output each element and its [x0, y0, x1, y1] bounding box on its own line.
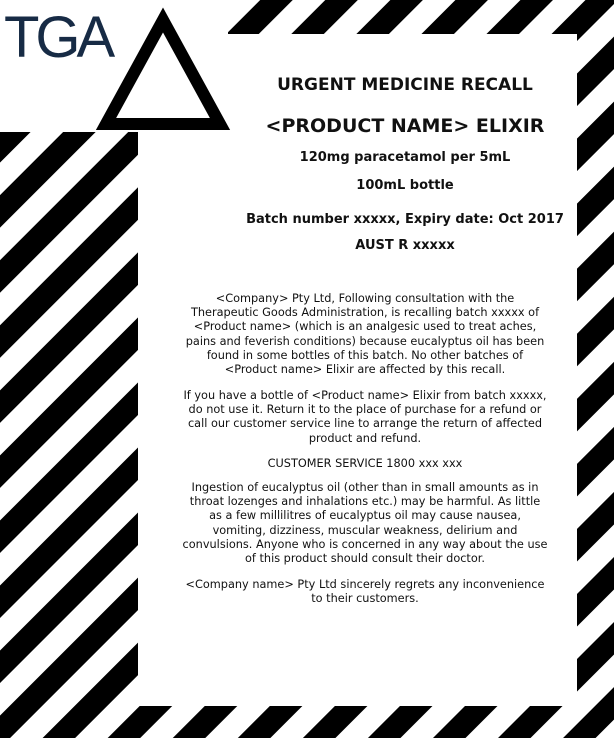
product-strength: 120mg paracetamol per 5mL: [299, 150, 511, 165]
customer-service-line: CUSTOMER SERVICE 1800 xxx xxx: [267, 457, 463, 470]
recall-title: URGENT MEDICINE RECALL: [277, 75, 533, 95]
aust-r-number: AUST R xxxxx: [355, 238, 455, 253]
tga-logo: TGA: [4, 5, 112, 70]
product-volume: 100mL bottle: [356, 178, 454, 193]
health-warning-paragraph: Ingestion of eucalyptus oil (other than in small amounts as in throat lozenges and inhalations etc.) may be harmful. As little as a few millilitres of eucalyptus oil may cause nausea, vomiting, dizziness, muscular weakness, delirium and convulsions. Anyone who is concerned in any way about the use of this product should consult their doctor.: [182, 481, 548, 566]
recall-description-paragraph: <Company> Pty Ltd, Following consultation with the Therapeutic Goods Administration, is recalling batch xxxxx of <Product name> (which is an analgesic used to treat aches, pains and feverish conditions) because eucalyptus oil has been found in some bottles of this batch. No other batches of <Product name> Elixir are affected by this recall.: [185, 292, 545, 377]
product-name-heading: <PRODUCT NAME> ELIXIR: [265, 115, 545, 137]
apology-paragraph: <Company name> Pty Ltd sincerely regrets any inconvenience to their customers.: [185, 578, 545, 606]
batch-expiry: Batch number xxxxx, Expiry date: Oct 2017: [246, 212, 564, 227]
return-instructions-paragraph: If you have a bottle of <Product name> Elixir from batch xxxxx, do not use it. Return it to the place of purchase for a refund or call our customer service line to arrange the return of affected product and refund.: [183, 389, 547, 445]
